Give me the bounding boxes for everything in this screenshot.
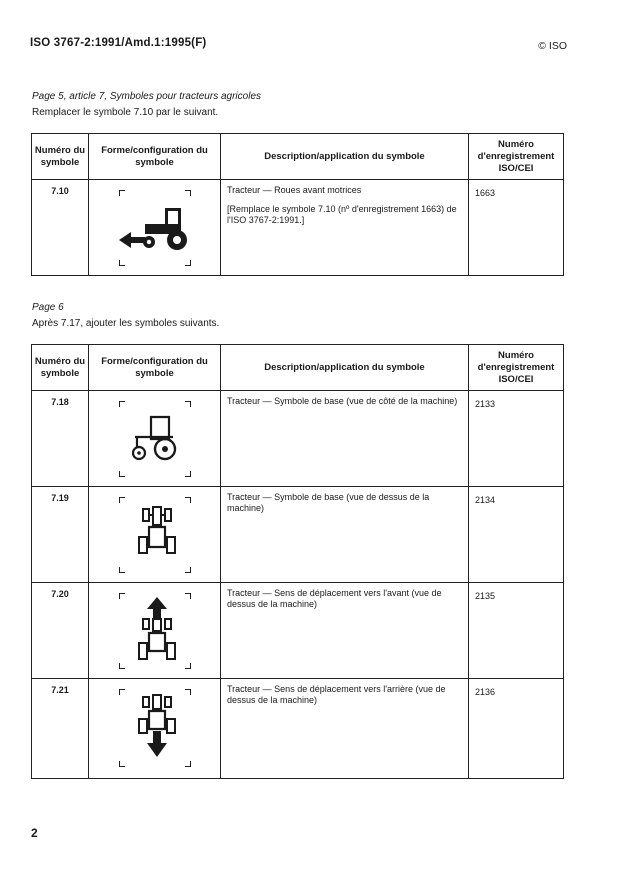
replacement-note: [Remplace le symbole 7.10 (nº d'enregistrement 1663) de l'ISO 3767-2:1991.] (227, 204, 457, 225)
symbols-table-replacement (31, 133, 564, 276)
symbol-number: 7.20 (32, 583, 89, 679)
description-text: Tracteur — Roues avant motrices (227, 185, 362, 195)
tractor-reverse-arrow-icon (137, 693, 177, 765)
table-row (32, 679, 564, 779)
registration-number: 2134 (469, 487, 564, 583)
registration-number: 2136 (469, 679, 564, 779)
header-number: Numéro du symbole (32, 345, 89, 391)
header-registration: Numéro d'enregistrement ISO/CEI (469, 345, 564, 391)
page-number: 2 (31, 826, 38, 840)
document-reference: ISO 3767-2:1991/Amd.1:1995(F) (30, 37, 207, 49)
symbol-description (221, 180, 469, 276)
section2-reference: Page 6 (32, 302, 64, 313)
table-row (32, 487, 564, 583)
symbol-figure (89, 583, 221, 679)
symbol-description: Tracteur — Sens de déplacement vers l'arrière (vue de dessus de la machine) (221, 679, 469, 779)
symbol-figure (89, 180, 221, 276)
header-form: Forme/configuration du symbole (89, 345, 221, 391)
copyright-mark: © ISO (538, 40, 567, 52)
header-form: Forme/configuration du symbole (89, 134, 221, 180)
header-description: Description/application du symbole (221, 134, 469, 180)
symbol-number: 7.21 (32, 679, 89, 779)
symbol-description: Tracteur — Sens de déplacement vers l'avant (vue de dessus de la machine) (221, 583, 469, 679)
section1-reference: Page 5, article 7, Symboles pour tracteurs agricoles (32, 91, 261, 102)
tractor-top-view-icon (137, 505, 177, 561)
registration-number: 2133 (469, 391, 564, 487)
symbol-description: Tracteur — Symbole de base (vue de côté de la machine) (221, 391, 469, 487)
symbol-number: 7.19 (32, 487, 89, 583)
symbol-number: 7.18 (32, 391, 89, 487)
table-row (32, 583, 564, 679)
section2-instruction: Après 7.17, ajouter les symboles suivants. (32, 318, 220, 329)
symbol-number: 7.10 (32, 180, 89, 276)
symbol-description: Tracteur — Symbole de base (vue de dessus de la machine) (221, 487, 469, 583)
symbol-figure (89, 487, 221, 583)
table-row (32, 391, 564, 487)
symbol-figure (89, 391, 221, 487)
section1-instruction: Remplacer le symbole 7.10 par le suivant. (32, 107, 219, 118)
symbols-table-additions (31, 344, 564, 779)
header-number: Numéro du symbole (32, 134, 89, 180)
table-row (32, 180, 564, 276)
header-registration: Numéro d'enregistrement ISO/CEI (469, 134, 564, 180)
registration-number: 1663 (469, 180, 564, 276)
registration-number: 2135 (469, 583, 564, 679)
tractor-forward-arrow-icon (137, 595, 177, 667)
tractor-front-wheel-drive-icon (117, 202, 195, 254)
symbol-figure (89, 679, 221, 779)
header-description: Description/application du symbole (221, 345, 469, 391)
tractor-side-view-icon (125, 413, 185, 465)
